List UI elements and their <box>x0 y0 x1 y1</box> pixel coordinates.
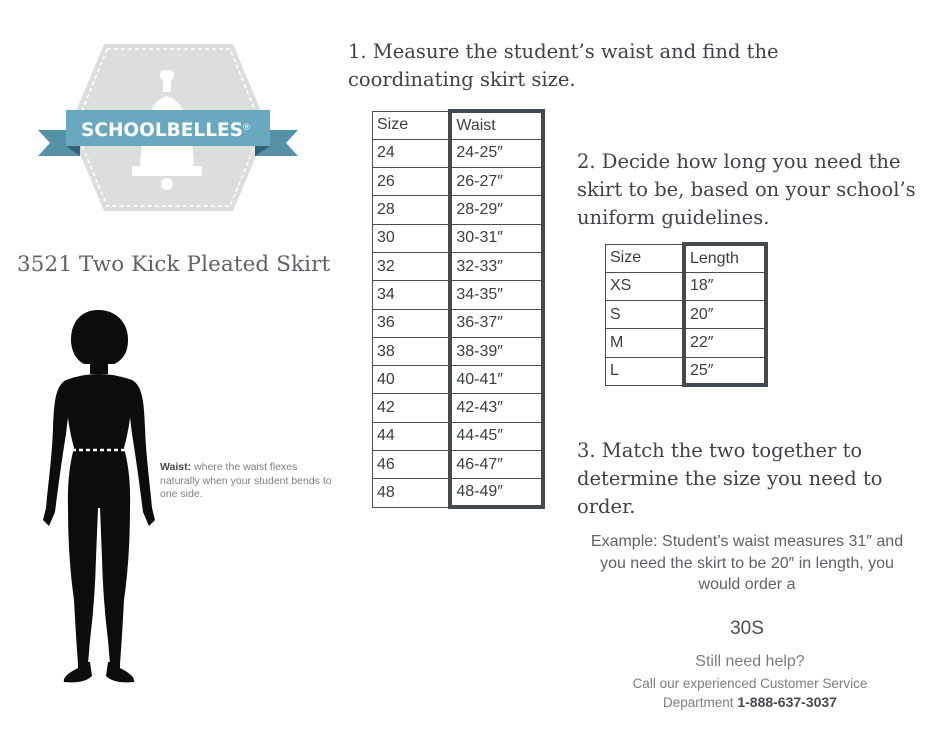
table-cell: 44 <box>373 422 451 450</box>
table-cell: XS <box>606 272 684 300</box>
table-cell: 34 <box>373 281 451 309</box>
brand-registered-mark: ® <box>242 123 251 133</box>
table-row <box>606 272 767 300</box>
table-header-row <box>373 111 544 139</box>
table-header-cell: Size <box>606 244 684 272</box>
table-row <box>373 224 544 252</box>
table-cell: 42 <box>373 394 451 422</box>
student-silhouette-figure <box>38 308 160 688</box>
table-cell: 42-43″ <box>450 394 543 422</box>
table-cell: 36 <box>373 309 451 337</box>
table-cell: 40 <box>373 366 451 394</box>
table-row <box>373 309 544 337</box>
waist-size-table <box>372 109 545 509</box>
step-1-instruction: 1. Measure the student’s waist and find the coordinating skirt size. <box>348 40 779 91</box>
table-header-cell: Size <box>373 111 451 139</box>
table-row <box>373 366 544 394</box>
example-text: Example: Student’s waist measures 31″ and you need the skirt to be 20″ in length, you would order a <box>590 533 904 593</box>
table-cell: 32-33″ <box>450 252 543 280</box>
table-header-row <box>606 244 767 272</box>
table-cell: 48-49″ <box>450 479 543 507</box>
table-cell: 34-35″ <box>450 281 543 309</box>
table-cell: 26 <box>373 168 451 196</box>
table-row <box>606 357 767 385</box>
table-cell: 28 <box>373 196 451 224</box>
table-cell: 32 <box>373 252 451 280</box>
table-cell: 44-45″ <box>450 422 543 450</box>
table-row <box>373 281 544 309</box>
table-cell: 38 <box>373 337 451 365</box>
table-row <box>606 329 767 357</box>
table-cell: 26-27″ <box>450 168 543 196</box>
table-row <box>373 196 544 224</box>
table-cell: 46-47″ <box>450 451 543 479</box>
table-cell: 48 <box>373 479 451 507</box>
waist-note-label: Waist: <box>160 461 192 473</box>
table-row <box>373 479 544 507</box>
table-cell: 28-29″ <box>450 196 543 224</box>
table-cell: 24-25″ <box>450 139 543 167</box>
help-title: Still need help? <box>695 653 805 670</box>
table-row <box>373 451 544 479</box>
product-title: 3521 Two Kick Pleated Skirt <box>17 252 331 277</box>
table-cell: 20″ <box>684 301 766 329</box>
table-row <box>373 252 544 280</box>
help-department-label: Department <box>663 695 734 710</box>
table-row <box>606 301 767 329</box>
step-2-instruction: 2. Decide how long you need the skirt to be, based on your school’s uniform guidelines. <box>577 150 916 229</box>
help-contact <box>577 675 923 712</box>
help-line-1: Call our experienced Customer Service <box>632 676 868 691</box>
table-row <box>373 422 544 450</box>
table-cell: 22″ <box>684 329 766 357</box>
table-cell: 18″ <box>684 272 766 300</box>
table-cell: 38-39″ <box>450 337 543 365</box>
waist-note <box>160 461 335 502</box>
table-header-cell: Waist <box>450 111 543 139</box>
table-cell: 30 <box>373 224 451 252</box>
table-cell: 40-41″ <box>450 366 543 394</box>
help-line-2 <box>577 693 923 712</box>
table-cell: 25″ <box>684 357 766 385</box>
table-cell: 46 <box>373 451 451 479</box>
help-phone-number[interactable]: 1-888-637-3037 <box>737 694 837 710</box>
table-cell: S <box>606 301 684 329</box>
table-row <box>373 394 544 422</box>
table-row <box>373 337 544 365</box>
table-header-cell: Length <box>684 244 766 272</box>
schoolbelles-logo <box>36 40 301 215</box>
waist-note-description: where the waist flexes naturally when your student bends to one side. <box>160 461 332 500</box>
table-cell: M <box>606 329 684 357</box>
table-cell: 36-37″ <box>450 309 543 337</box>
example-answer: 30S <box>730 618 764 639</box>
table-cell: 30-31″ <box>450 224 543 252</box>
table-row <box>373 168 544 196</box>
table-row <box>373 139 544 167</box>
brand-name: SCHOOLBELLES <box>81 120 243 141</box>
length-size-table <box>605 242 768 387</box>
table-cell: 24 <box>373 139 451 167</box>
step-3-instruction: 3. Match the two together to determine the size you need to order. <box>577 439 883 518</box>
table-cell: L <box>606 357 684 385</box>
